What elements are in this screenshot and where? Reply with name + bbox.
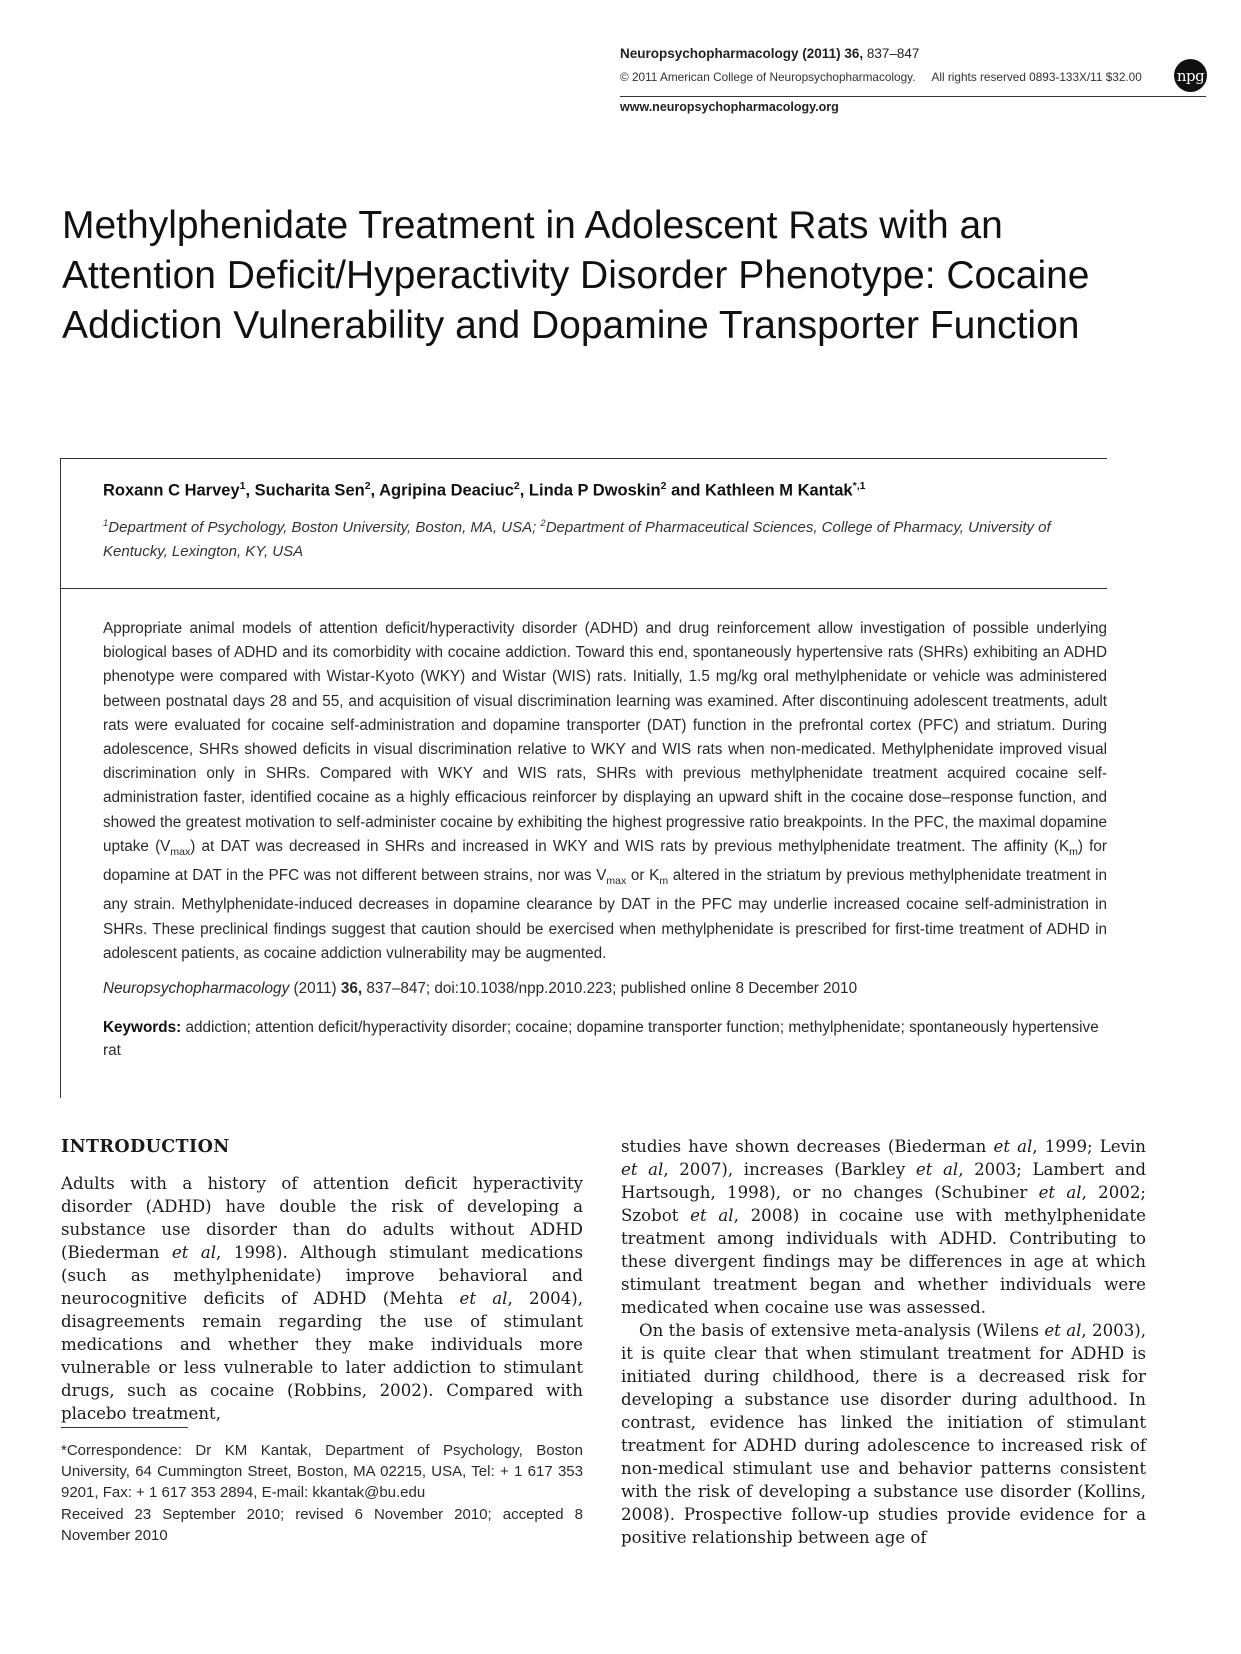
body-text: , 2002; Szobot	[621, 1183, 1146, 1225]
author-separator: ,	[245, 481, 255, 500]
footnote-divider	[61, 1427, 188, 1428]
body-text: Adults with a history of attention deficit hyperactivity disorder (ADHD) have double the risk of developing a substance use disorder than do adults without ADHD (Biederman	[61, 1174, 583, 1262]
citation-line	[103, 980, 857, 998]
abstract	[103, 617, 1107, 966]
subscript-max: max	[170, 845, 191, 858]
body-paragraph	[621, 1135, 1146, 1319]
body-text: , 1999; Levin	[1032, 1137, 1146, 1156]
author-box-bottom-rule	[60, 588, 1107, 589]
author-list	[103, 480, 865, 501]
abstract-text: Appropriate animal models of attention deficit/hyperactivity disorder (ADHD) and drug reinforcement allow investigation of possible underlying biological bases of ADHD and its comorbidity with cocaine addiction. Toward this end, spontaneously hypertensive rats (SHRs) exhibiting an ADHD phenotype were compared with Wistar-Kyoto (WKY) and Wistar (WIS) rats. Initially, 1.5 mg/kg oral methylphenidate or vehicle was administered between postnatal days 28 and 55, and acquisition of visual discrimination learning was examined. After discontinuing adolescent treatments, adult rats were evaluated for cocaine self-administration and dopamine transporter (DAT) function in the prefrontal cortex (PFC) and striatum. During adolescence, SHRs showed deficits in visual discrimination relative to WKY and WIS rats when non-medicated. Methylphenidate improved visual discrimination only in SHRs. Compared with WKY and WIS rats, SHRs with previous methylphenidate treatment acquired cocaine self-administration faster, identified cocaine as a highly efficacious reinforcer by displaying an upward shift in the cocaine dose–response function, and showed the greatest motivation to self-administer cocaine by exhibiting the highest progressive ratio breakpoints. In the PFC, the maximal dopamine uptake (V	[103, 620, 1107, 855]
received-dates: Received 23 September 2010; revised 6 November 2010; accepted 8 November 2010	[61, 1505, 583, 1544]
journal-url-link[interactable]: www.neuropsychopharmacology.org	[620, 100, 839, 114]
body-italic: et al	[459, 1289, 508, 1308]
body-paragraph	[621, 1319, 1146, 1549]
citation-details: 837–847; doi:10.1038/npp.2010.223; published online 8 December 2010	[362, 980, 858, 997]
author-name: Roxann C Harvey	[103, 481, 240, 500]
body-text: , 2003), it is quite clear that when stimulant treatment for ADHD is initiated during childhood, there is a decreased risk for developing a substance use disorder during adulthood. In contrast, evidence has linked the initiation of stimulant treatment for ADHD during adolescence to increased risk of non-medical stimulant use and behavior patterns consistent with the risk of developing a substance use disorder (Kollins, 2008). Prospective follow-up studies provide evidence for a positive relationship between age of	[621, 1321, 1147, 1547]
body-italic: et al	[171, 1243, 217, 1262]
body-text: , 2004), disagreements remain regarding the use of stimulant medications and whether they make individuals more vulnerable or less vulnerable to later addiction to stimulant drugs, such as cocaine (Robbins, 2002). Compared with placebo treatment,	[61, 1289, 583, 1423]
author-separator: ,	[519, 481, 529, 500]
journal-name: Neuropsychopharmacology (2011) 36,	[620, 46, 864, 61]
abstract-text: ) for dopamine at DAT in the PFC was not different between strains, nor was V	[103, 837, 1107, 885]
body-italic: et al	[1044, 1321, 1082, 1340]
abstract-box-left-rule	[60, 458, 61, 1098]
affiliation-1: Department of Psychology, Boston University, Boston, MA, USA;	[108, 519, 541, 536]
author-affiliation-mark: *,1	[852, 480, 866, 492]
author-separator: and	[666, 481, 705, 500]
body-text: studies have shown decreases (Biederman	[621, 1137, 994, 1156]
affiliation-number: 2	[540, 518, 546, 529]
keywords	[103, 1016, 1107, 1062]
body-text: , 2003; Lambert and Hartsough, 1998), or no changes (Schubiner	[621, 1160, 1147, 1202]
copyright-text: © 2011 American College of Neuropsychopharmacology.	[620, 70, 916, 84]
copyright-line	[620, 70, 1142, 84]
body-text: On the basis of extensive meta-analysis (Wilens	[639, 1321, 1045, 1340]
citation-journal: Neuropsychopharmacology	[103, 980, 290, 997]
affiliation-2: Department of Pharmaceutical Sciences, College of Pharmacy, University of Kentucky, Lexington, KY, USA	[103, 519, 1051, 560]
author-name: Linda P Dwoskin	[528, 481, 661, 500]
abstract-text: or K	[626, 867, 660, 885]
author-separator: ,	[370, 481, 380, 500]
subscript-m: m	[1069, 845, 1078, 858]
body-text: , 1998). Although stimulant medications (such as methylphenidate) improve behavioral and neurocognitive deficits of ADHD (Mehta	[61, 1243, 583, 1308]
body-text: , 2007), increases (Barkley	[663, 1160, 916, 1179]
author-name: Agripina Deaciuc	[379, 481, 514, 500]
rights-text: All rights reserved 0893-133X/11 $32.00	[931, 70, 1142, 84]
intro-left-column	[61, 1172, 583, 1425]
subscript-max: max	[606, 875, 627, 888]
body-text: , 2008) in cocaine use with methylphenidate treatment among individuals with ADHD. Contributing to these divergent findings may be differences in age at which stimulant treatment began and whether individuals were medicated when cocaine use was assessed.	[621, 1206, 1147, 1317]
journal-header	[620, 46, 919, 61]
journal-pages: 837–847	[866, 46, 920, 61]
citation-volume: 36,	[340, 980, 363, 997]
author-affiliation-mark: 2	[513, 480, 520, 492]
author-affiliation-mark: 2	[660, 480, 667, 492]
affiliations	[103, 512, 1108, 564]
author-name: Sucharita Sen	[254, 481, 365, 500]
affiliation-number: 1	[103, 518, 109, 529]
keywords-text: addiction; attention deficit/hyperactivity disorder; cocaine; dopamine transporter function; methylphenidate; spontaneously hypertensive rat	[103, 1019, 1099, 1059]
npg-logo: npg	[1174, 59, 1207, 92]
header-divider	[620, 96, 1206, 97]
body-italic: et al	[621, 1160, 664, 1179]
citation-year: (2011)	[289, 980, 341, 997]
abstract-text: altered in the striatum by previous methylphenidate treatment in any strain. Methylphenidate-induced decreases in dopamine clearance by DAT in the PFC may underlie increased cocaine self-administration in SHRs. These preclinical findings suggest that caution should be exercised when methylphenidate is prescribed for first-time treatment of ADHD in adolescent patients, as cocaine addiction vulnerability may be augmented.	[103, 867, 1108, 962]
subscript-m: m	[659, 875, 669, 888]
body-italic: et al	[915, 1160, 959, 1179]
intro-right-column	[621, 1135, 1146, 1549]
article-title: Methylphenidate Treatment in Adolescent Rats with an Attention Deficit/Hyperactivity Disorder Phenotype: Cocaine Addiction Vulnerability and Dopamine Transporter Function	[62, 204, 1090, 347]
correspondence-note: *Correspondence: Dr KM Kantak, Department of Psychology, Boston University, 64 Cummington Street, Boston, MA 02215, USA, Tel: + 1 617 353 9201, Fax: + 1 617 353 2894, E-mail: kkantak@bu.edu	[61, 1442, 583, 1502]
body-italic: et al	[690, 1206, 734, 1225]
body-italic: et al	[1038, 1183, 1082, 1202]
author-affiliation-mark: 2	[364, 480, 371, 492]
abstract-text: ) at DAT was decreased in SHRs and increased in WKY and WIS rats by previous methylphenidate treatment. The affinity (K	[190, 837, 1070, 855]
author-name: Kathleen M Kantak	[705, 481, 853, 500]
footnote	[61, 1440, 583, 1546]
section-heading-introduction: INTRODUCTION	[61, 1137, 230, 1157]
author-box-top-rule	[60, 458, 1107, 459]
keywords-label: Keywords:	[103, 1019, 182, 1036]
author-affiliation-mark: 1	[239, 480, 246, 492]
body-italic: et al	[993, 1137, 1033, 1156]
